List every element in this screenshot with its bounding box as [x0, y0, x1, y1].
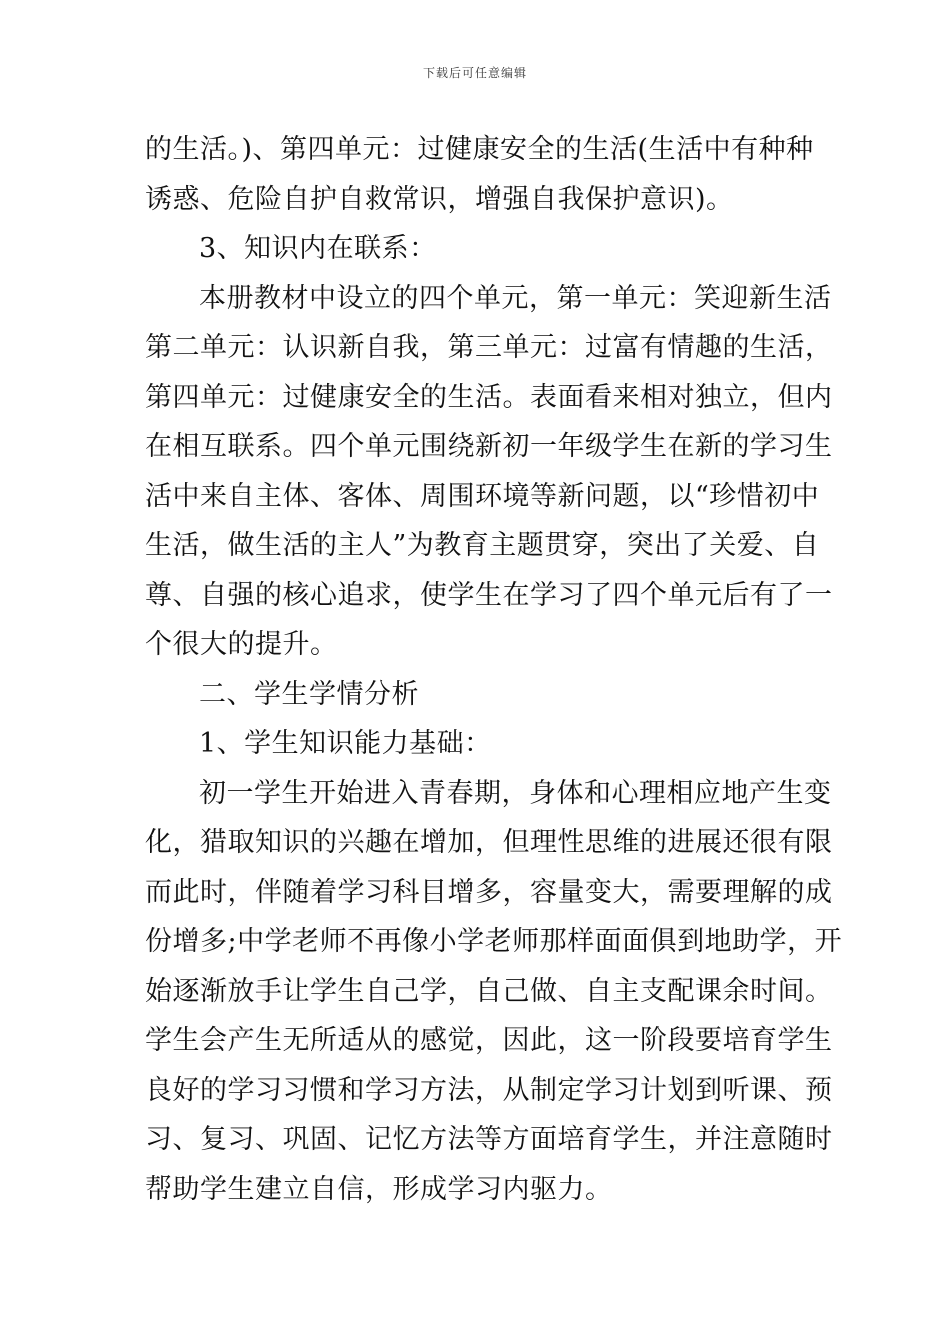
text-line: 帮助学生建立自信，形成学习内驱力。 [145, 1173, 613, 1205]
text-line: 而此时，伴随着学习科目增多，容量变大，需要理解的成 [145, 876, 833, 908]
text-line: 化，猎取知识的兴趣在增加，但理性思维的进展还很有限 [145, 827, 833, 858]
text-line: 始逐渐放手让学生自己学，自己做、自主支配课余时间。 [145, 975, 833, 1007]
text-line: 尊、自强的核心追求，使学生在学习了四个单元后有了一 [145, 579, 833, 611]
section-heading: 3、知识内在联系： [199, 233, 437, 264]
text-line: 良好的学习习惯和学习方法，从制定学习计划到听课、预 [145, 1074, 833, 1106]
text-line: 习、复习、巩固、记忆方法等方面培育学生，并注意随时 [145, 1124, 833, 1155]
paragraph-start: 本册教材中设立的四个单元，第一单元：笑迎新生活 [199, 282, 832, 314]
section-heading: 二、学生学情分析 [199, 678, 419, 710]
text-line: 在相互联系。四个单元围绕新初一年级学生在新的学习生 [145, 431, 833, 462]
text-line: 的生活。)、第四单元：过健康安全的生活(生活中有种种 [145, 134, 814, 165]
text-line: 第二单元：认识新自我，第三单元：过富有情趣的生活， [145, 332, 833, 363]
text-line: 第四单元：过健康安全的生活。表面看来相对独立，但内 [145, 381, 833, 413]
text-line: 生活，做生活的主人”为教育主题贯穿，突出了关爱、自 [145, 530, 820, 561]
text-line: 诱惑、危险自护自救常识，增强自我保护意识)。 [145, 183, 734, 215]
page-header: 下载后可任意编辑 [422, 66, 527, 80]
subsection-heading: 1、学生知识能力基础： [199, 728, 492, 759]
text-line: 个很大的提升。 [145, 629, 338, 660]
text-line: 份增多;中学老师不再像小学老师那样面面俱到地助学，开 [145, 926, 843, 957]
text-line: 学生会产生无所适从的感觉，因此，这一阶段要培育学生 [145, 1025, 833, 1056]
paragraph-start: 初一学生开始进入青春期，身体和心理相应地产生变 [199, 777, 832, 809]
document-body [145, 125, 843, 1214]
text-line: 活中来自主体、客体、周围环境等新问题，以“珍惜初中 [145, 480, 820, 512]
